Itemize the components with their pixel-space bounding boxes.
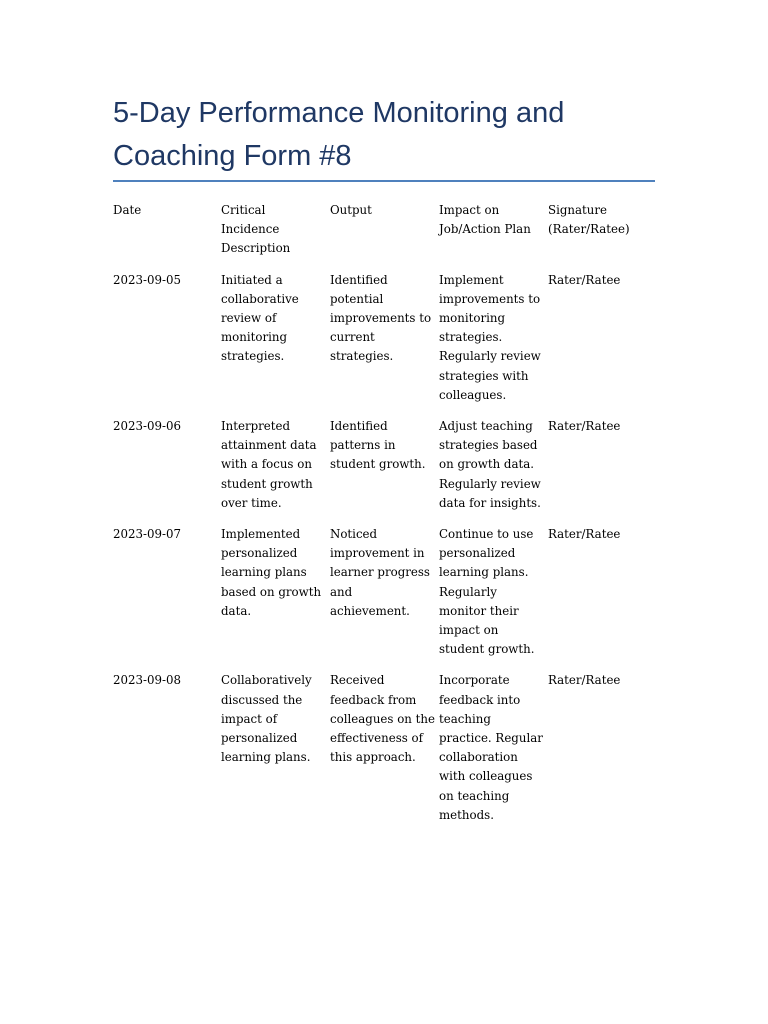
cell-impact: Incorporate feedback into teaching practice. Regular collaboration with colleagues on teaching methods. — [439, 673, 543, 822]
title-underline-divider — [113, 180, 655, 182]
cell-date: 2023-09-05 — [113, 272, 182, 287]
table-header-row — [113, 201, 653, 271]
cell-description: Initiated a collaborative review of monitoring strategies. — [221, 272, 299, 364]
table-row — [113, 671, 653, 837]
table-row — [113, 271, 653, 417]
header-date: Date — [113, 203, 142, 217]
monitoring-coaching-table — [113, 201, 653, 837]
cell-date: 2023-09-08 — [113, 673, 182, 688]
cell-description: Interpreted attainment data with a focus on student growth over time. — [221, 419, 317, 510]
header-impact: Impact on Job/Action Plan — [439, 203, 531, 237]
cell-description: Collaboratively discussed the impact of personalized learning plans. — [221, 673, 312, 765]
header-signature: Signature (Rater/Ratee) — [548, 203, 630, 237]
table-row — [113, 417, 653, 525]
cell-impact: Adjust teaching strategies based on growth data. Regularly review data for insights. — [439, 419, 541, 510]
table-row — [113, 525, 653, 671]
cell-description: Implemented personalized learning plans based on growth data. — [221, 527, 322, 618]
cell-signature: Rater/Ratee — [548, 527, 621, 542]
cell-signature: Rater/Ratee — [548, 272, 621, 287]
cell-signature: Rater/Ratee — [548, 419, 621, 434]
document-title: 5-Day Performance Monitoring and Coaching Form #8 — [113, 97, 565, 172]
header-output: Output — [330, 203, 372, 217]
cell-date: 2023-09-06 — [113, 419, 182, 434]
cell-signature: Rater/Ratee — [548, 673, 621, 688]
cell-output: Noticed improvement in learner progress and achievement. — [330, 527, 430, 618]
cell-output: Identified patterns in student growth. — [330, 419, 426, 472]
cell-impact: Implement improvements to monitoring strategies. Regularly review strategies with colleagues. — [439, 272, 541, 402]
cell-output: Received feedback from colleagues on the effectiveness of this approach. — [330, 673, 435, 765]
cell-date: 2023-09-07 — [113, 527, 182, 542]
header-description: Critical Incidence Description — [221, 203, 291, 256]
cell-impact: Continue to use personalized learning plans. Regularly monitor their impact on student growth. — [439, 527, 535, 657]
cell-output: Identified potential improvements to current strategies. — [330, 272, 432, 364]
